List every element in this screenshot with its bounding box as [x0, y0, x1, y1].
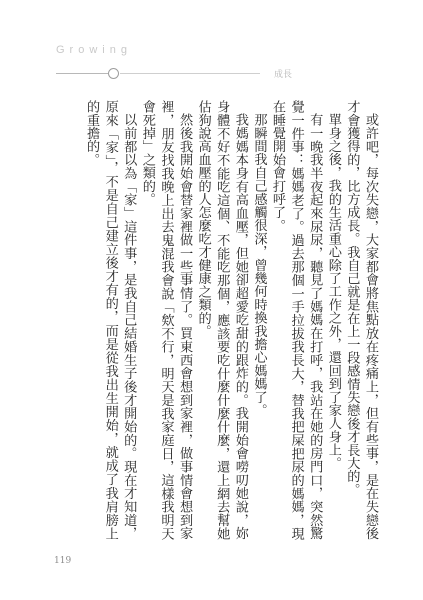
page-number: 119 — [54, 556, 72, 566]
running-header-title: Growing — [56, 44, 132, 56]
paragraph-7: 以前都以為「家」這件事，是我自己結婚生子後才開始的。現在才知道，原來「家」，不是自己建立後才有的，而是從我出生開始，就成了我肩膀上的重擔的。 — [84, 100, 137, 540]
paragraph-3: 有一晚我半夜起來尿尿，聽見了媽媽在打呼，我站在她的房門口，突然驚覺一件事：媽媽老了。過去那個一手拉拔我長大，替我把屎把尿的媽媽，現在睡覺開始會打呼了。 — [270, 100, 323, 540]
paragraph-5: 我媽媽本身有高血壓，但她卻超愛吃甜的跟炸的。我開始會嘮叨她說，妳身體不好不能吃這個、不能吃那個，應該要吃什麼什麼什麼，還上網去幫她估狗說高血壓的人怎麼吃才健康之類的。 — [195, 100, 248, 540]
chapter-progress-bar — [54, 67, 293, 81]
paragraph-2: 單身之後，我的生活重心除了工作之外，還回到了家人身上。 — [325, 113, 341, 470]
paragraph-1: 或許吧，每次失戀，大家都會將焦點放在疼痛上，但有些事，是在失戀後才會獲得的，比方成長。我自己就是在上一段感情失戀後才長大的。 — [344, 100, 378, 540]
progress-knob — [108, 68, 119, 79]
progress-track-empty — [120, 73, 260, 74]
progress-track-filled — [56, 73, 108, 74]
paragraph-4: 那瞬間我自己感觸很深，曾幾何時換我擔心媽媽了。 — [251, 113, 267, 417]
paragraph-6: 然後我開始會替家裡做一些事情了。買東西會想到家裡，做事情會想到家裡，朋友找我晚上出去鬼混我會說「欸不行，明天是我家庭日，這樣我明天會死掉」之類的。 — [139, 100, 193, 540]
vertical-body-text — [55, 100, 379, 540]
chapter-label: 成長 — [274, 70, 293, 80]
